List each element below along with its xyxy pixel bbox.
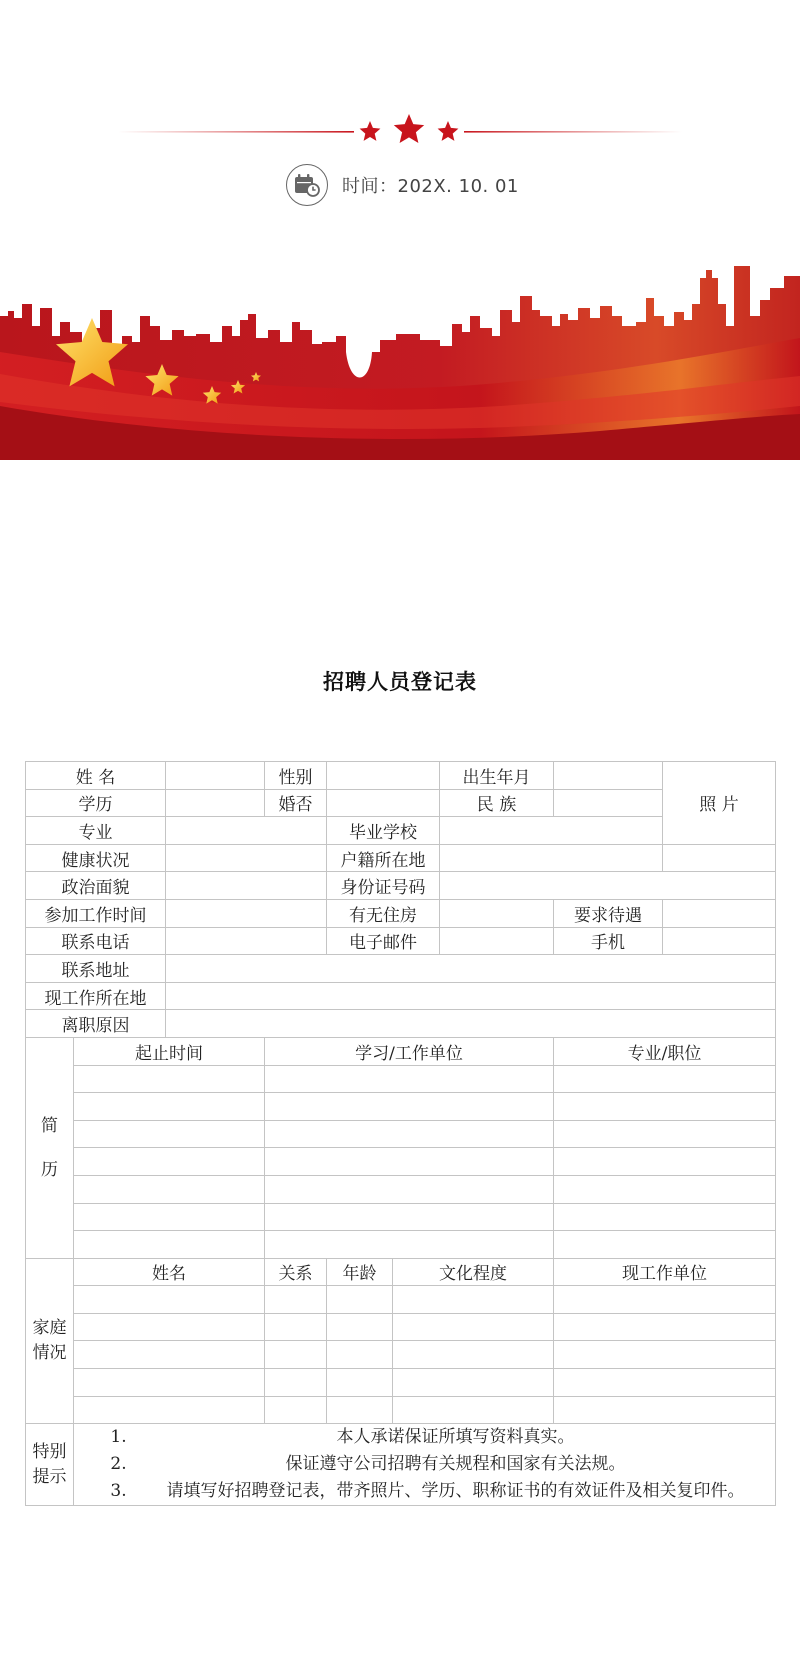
family-cell[interactable] [393,1313,554,1341]
field-housing[interactable] [440,899,554,927]
field-marital[interactable] [327,789,440,817]
family-cell[interactable] [265,1286,327,1314]
family-cell[interactable] [74,1369,265,1397]
label-hukou: 户籍所在地 [327,844,440,872]
resume-cell[interactable] [265,1231,554,1259]
resume-cell[interactable] [265,1148,554,1176]
field-work-start[interactable] [166,899,327,927]
family-cell[interactable] [554,1369,776,1397]
label-work-start: 参加工作时间 [26,899,166,927]
photo-box[interactable]: 照 片 [663,762,776,845]
table-row [26,1093,776,1121]
family-cell[interactable] [554,1396,776,1424]
label-email: 电子邮件 [327,927,440,955]
family-cell[interactable] [554,1286,776,1314]
resume-cell[interactable] [265,1120,554,1148]
stars-divider [118,100,682,160]
table-row [26,1148,776,1176]
field-leave-reason[interactable] [166,1010,776,1038]
field-mobile[interactable] [663,927,776,955]
date-label: 时间：202X. 10. 01 [342,176,519,197]
family-header-name: 姓名 [74,1258,265,1286]
star-icon [438,121,459,141]
resume-cell[interactable] [74,1120,265,1148]
date-row [286,164,519,206]
family-section-label [26,1258,74,1424]
table-row [26,1369,776,1397]
family-header-education: 文化程度 [393,1258,554,1286]
resume-cell[interactable] [74,1065,265,1093]
label-gender: 性别 [265,762,327,790]
resume-header-period: 起止时间 [74,1037,265,1065]
table-row [26,1065,776,1093]
resume-cell[interactable] [265,1203,554,1231]
field-politics[interactable] [166,872,327,900]
label-marital: 婚否 [265,789,327,817]
label-ethnicity: 民 族 [440,789,554,817]
family-cell[interactable] [393,1341,554,1369]
family-label-line1: 家庭 [32,1318,67,1339]
star-icon [394,114,424,143]
notes-content [74,1424,776,1506]
form-title: 招聘人员登记表 [323,670,477,694]
label-address: 联系地址 [26,955,166,983]
label-salary: 要求待遇 [554,899,663,927]
family-cell[interactable] [327,1286,393,1314]
notes-label-line2: 提示 [32,1466,67,1487]
label-health: 健康状况 [26,844,166,872]
field-birth[interactable] [554,762,663,790]
family-cell[interactable] [74,1286,265,1314]
resume-cell[interactable] [265,1175,554,1203]
family-cell[interactable] [265,1313,327,1341]
resume-cell[interactable] [74,1231,265,1259]
family-cell[interactable] [327,1369,393,1397]
family-cell[interactable] [265,1341,327,1369]
notes-section-label [26,1424,74,1506]
family-cell[interactable] [393,1396,554,1424]
family-cell[interactable] [327,1341,393,1369]
resume-header-position: 专业/职位 [554,1037,776,1065]
label-major: 专业 [26,817,166,845]
table-row [26,1286,776,1314]
label-id-number: 身份证号码 [327,872,440,900]
family-cell[interactable] [393,1369,554,1397]
page-header [0,0,800,470]
table-row [26,1396,776,1424]
notes-list [74,1424,775,1505]
table-row [26,1203,776,1231]
calendar-clock-icon [286,164,328,206]
label-name: 姓 名 [26,762,166,790]
family-cell[interactable] [554,1341,776,1369]
resume-cell[interactable] [554,1148,776,1176]
resume-cell[interactable] [74,1175,265,1203]
family-header-age: 年龄 [327,1258,393,1286]
family-cell[interactable] [74,1341,265,1369]
family-cell[interactable] [74,1396,265,1424]
label-phone: 联系电话 [26,927,166,955]
table-row [26,1231,776,1259]
family-cell[interactable] [265,1396,327,1424]
resume-cell[interactable] [554,1231,776,1259]
resume-cell[interactable] [265,1065,554,1093]
family-header-employer: 现工作单位 [554,1258,776,1286]
label-leave-reason: 离职原因 [26,1010,166,1038]
field-phone[interactable] [166,927,327,955]
resume-cell[interactable] [554,1065,776,1093]
family-header-relation: 关系 [265,1258,327,1286]
note-item: 1. 本人承诺保证所填写资料真实。 [132,1424,775,1451]
field-salary[interactable] [663,899,776,927]
field-name[interactable] [166,762,265,790]
resume-cell[interactable] [74,1093,265,1121]
resume-cell[interactable] [554,1093,776,1121]
family-cell[interactable] [327,1313,393,1341]
family-cell[interactable] [327,1396,393,1424]
city-skyline-banner [0,256,800,460]
label-education: 学历 [26,789,166,817]
registration-form-table [25,761,776,1506]
note-item: 3. 请填写好招聘登记表，带齐照片、学历、职称证书的有效证件及相关复印件。 [132,1478,775,1505]
field-gender[interactable] [327,762,440,790]
family-cell[interactable] [393,1286,554,1314]
field-hukou[interactable] [440,844,663,872]
table-row [26,1175,776,1203]
resume-cell[interactable] [74,1148,265,1176]
label-politics: 政治面貌 [26,872,166,900]
field-major[interactable] [166,817,327,845]
resume-cell[interactable] [74,1203,265,1231]
family-cell[interactable] [74,1313,265,1341]
resume-cell[interactable] [554,1203,776,1231]
label-housing: 有无住房 [327,899,440,927]
resume-label-top: 简 [41,1115,58,1136]
resume-cell[interactable] [265,1093,554,1121]
field-address[interactable] [166,955,776,983]
notes-label-line1: 特别 [32,1442,67,1463]
field-education[interactable] [166,789,265,817]
resume-header-unit: 学习/工作单位 [265,1037,554,1065]
family-cell[interactable] [554,1313,776,1341]
resume-section-label [26,1037,74,1258]
field-school[interactable] [440,817,663,845]
table-row [26,1313,776,1341]
label-mobile: 手机 [554,927,663,955]
family-cell[interactable] [265,1369,327,1397]
label-school: 毕业学校 [327,817,440,845]
family-label-line2: 情况 [32,1342,67,1363]
note-item: 2. 保证遵守公司招聘有关规程和国家有关法规。 [132,1451,775,1478]
label-birth: 出生年月 [440,762,554,790]
field-hukou-extra[interactable] [663,844,776,872]
field-ethnicity[interactable] [554,789,663,817]
star-icon [360,121,381,141]
field-health[interactable] [166,844,327,872]
table-row [26,1341,776,1369]
field-id-number[interactable] [440,872,776,900]
resume-cell[interactable] [554,1175,776,1203]
table-row [26,1120,776,1148]
field-current-location[interactable] [166,982,776,1010]
field-email[interactable] [440,927,554,955]
resume-label-bottom: 历 [41,1159,58,1180]
label-current-location: 现工作所在地 [26,982,166,1010]
resume-cell[interactable] [554,1120,776,1148]
